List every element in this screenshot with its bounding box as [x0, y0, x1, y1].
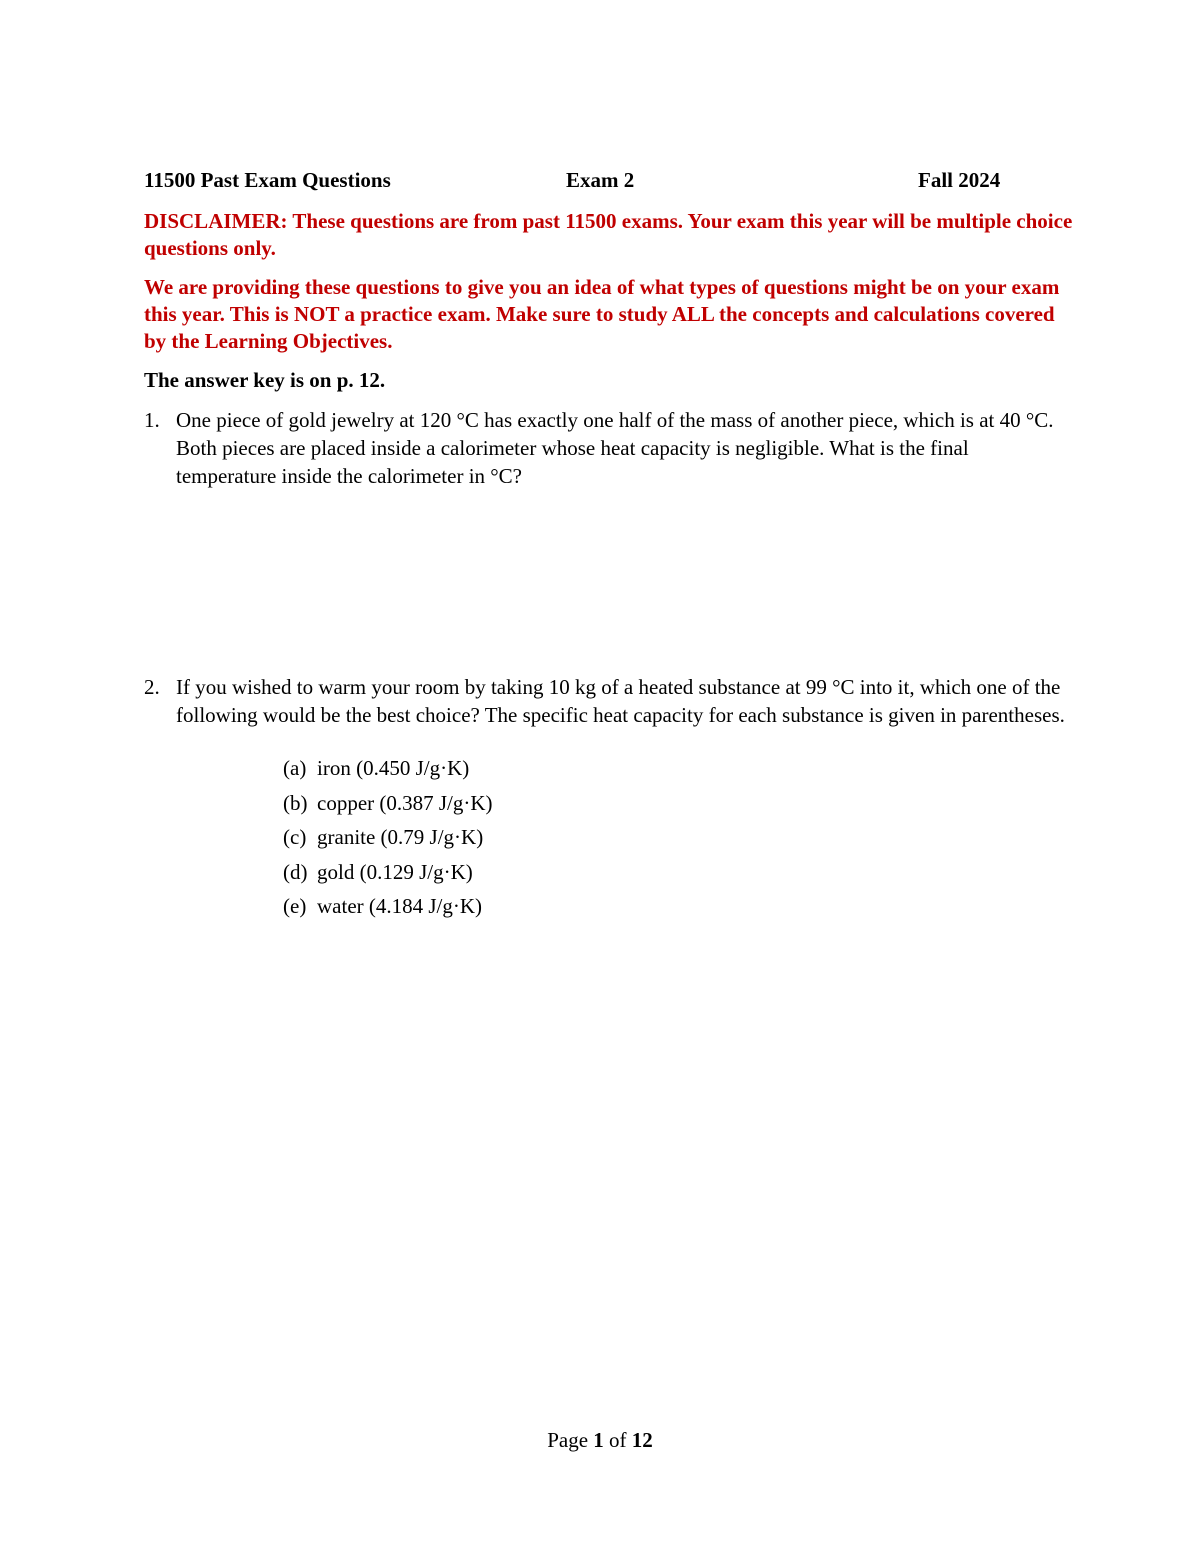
- choice-b: [283, 789, 493, 824]
- choice-a: [283, 754, 493, 789]
- course-title: 11500 Past Exam Questions: [144, 168, 391, 192]
- choice-text: gold (0.129 J/g·K): [317, 859, 473, 884]
- of-label: of: [609, 1428, 627, 1452]
- question-text: One piece of gold jewelry at 120 °C has exactly one half of the mass of another piece, which is at 40 °C. Both pieces are placed inside a calorimeter whose heat capacity is negligible. What is the final temperature inside the calorimeter in °C?: [176, 408, 1054, 488]
- choice-text: iron (0.450 J/g·K): [317, 756, 470, 780]
- notice-text: We are providing these questions to give you an idea of what types of questions might be on your exam this year. This is NOT a practice exam. Make sure to study ALL the concepts and calculations covered by the Learning Objectives.: [144, 275, 1060, 353]
- question-text: If you wished to warm your room by taking 10 kg of a heated substance at 99 °C into it, which one of the following would be the best choice? The specific heat capacity for each substance is given in parentheses.: [176, 675, 1065, 727]
- question-number: 1.: [144, 408, 160, 432]
- choice-letter: (b): [283, 790, 308, 815]
- choice-letter: (d): [283, 859, 308, 884]
- page-label: Page: [547, 1428, 589, 1452]
- choice-text: water (4.184 J/g·K): [317, 894, 483, 918]
- choice-letter: (a): [283, 756, 307, 780]
- term-label: Fall 2024: [918, 168, 1001, 192]
- disclaimer-text: DISCLAIMER: These questions are from past 11500 exams. Your exam this year will be multiple choice questions only.: [144, 209, 1073, 260]
- exam-title: Exam 2: [566, 168, 635, 192]
- choice-text: granite (0.79 J/g·K): [317, 825, 484, 849]
- page-total: 12: [631, 1428, 653, 1452]
- question-1: [144, 406, 1074, 496]
- question-number: 2.: [144, 675, 160, 699]
- choice-letter: (e): [283, 894, 307, 918]
- choice-text: copper (0.387 J/g·K): [317, 790, 493, 815]
- answer-key-note: The answer key is on p. 12.: [144, 368, 386, 392]
- choice-d: [283, 858, 493, 893]
- answer-choices: [283, 754, 493, 927]
- choice-letter: (c): [283, 825, 307, 849]
- choice-c: [283, 823, 493, 858]
- page-footer: [0, 1428, 1200, 1453]
- page-number: 1: [593, 1428, 604, 1452]
- page-header: [144, 168, 1024, 200]
- choice-e: [283, 892, 493, 927]
